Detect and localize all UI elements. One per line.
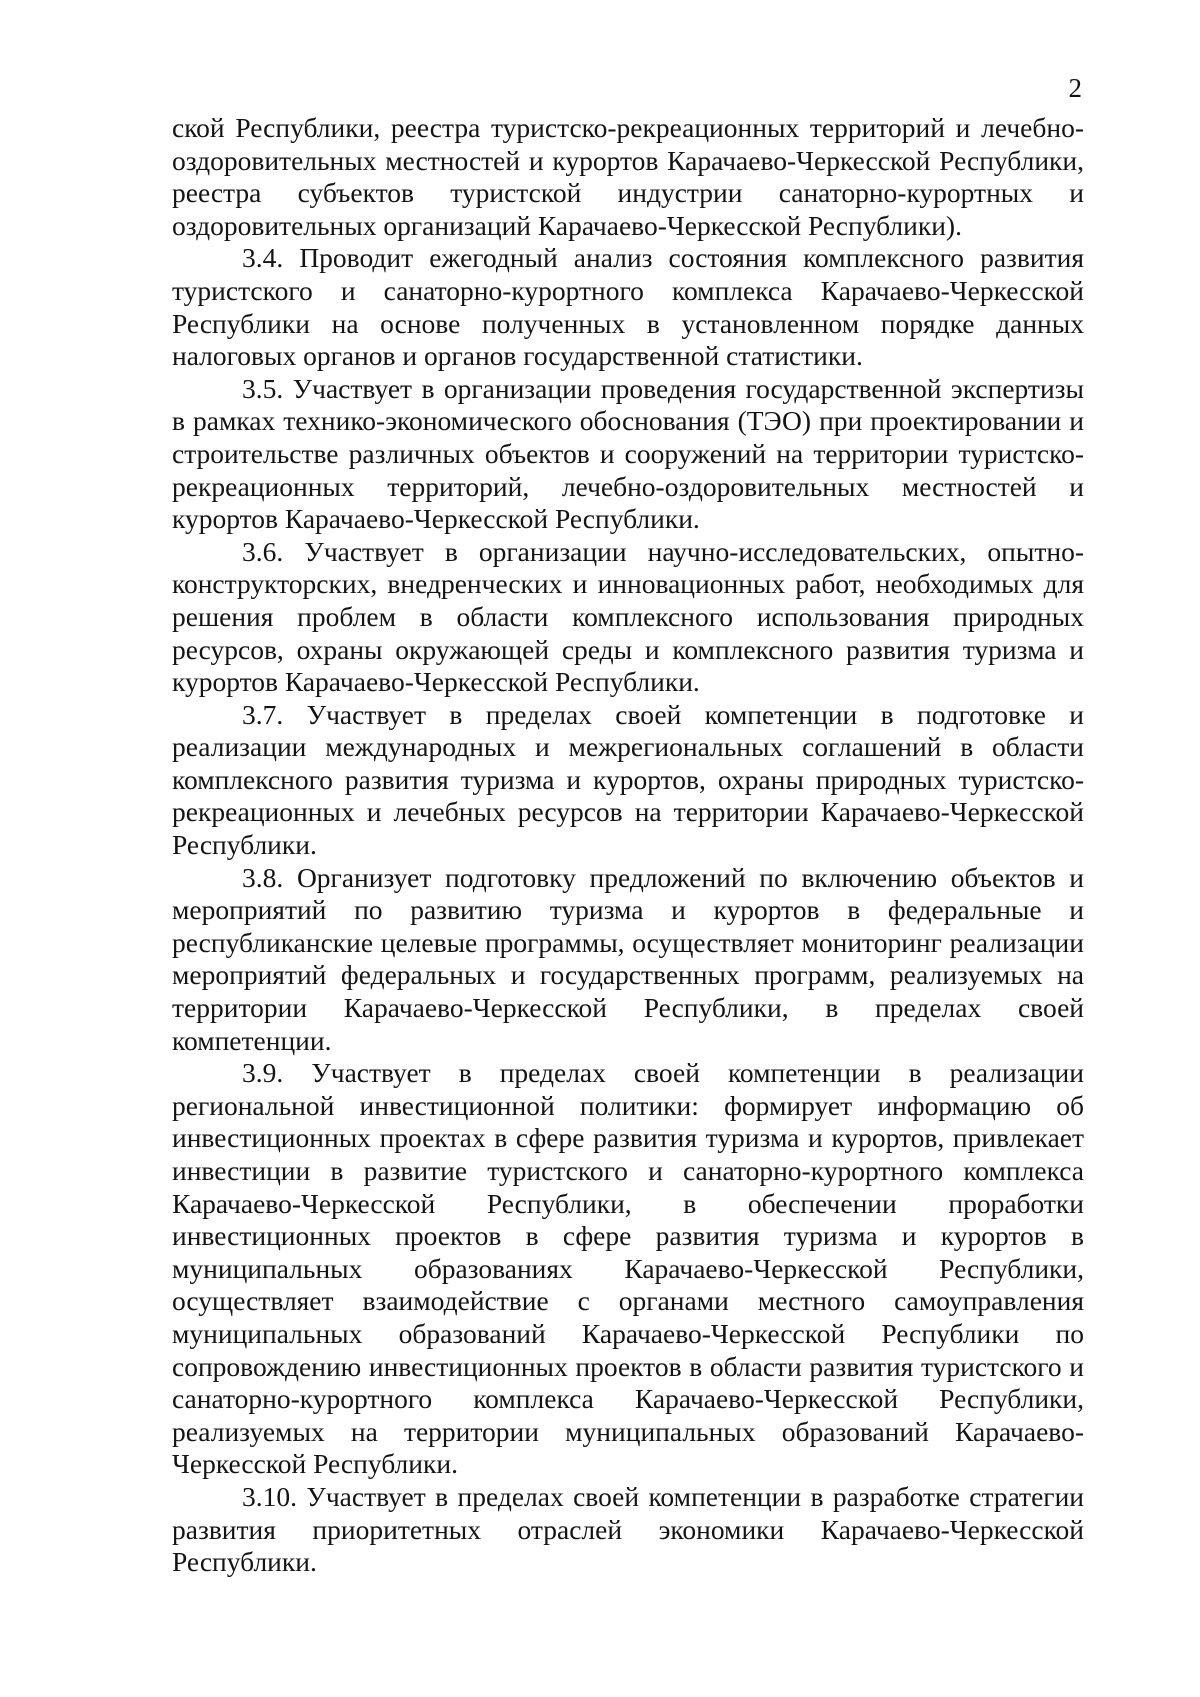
paragraph-continuation: ской Республики, реестра туристско-рекреационных территорий и лечебно-оздоровительных местностей и курортов Карачаево-Черкесской Республики, реестра субъектов туристской индустрии санаторно-курортных и оздоровительных организаций Карачаево-Черкесской Республики). [172,112,1084,241]
paragraph-3-10: 3.10. Участвует в пределах своей компетенции в разработке стратегии развития приоритетных отраслей экономики Карачаево-Черкесской Республики. [172,1480,1084,1578]
paragraph-3-8: 3.8. Организует подготовку предложений по включению объектов и мероприятий по развитию туризма и курортов в федеральные и республиканские целевые программы, осуществляет мониторинг реализации мероприятий федеральных и государственных программ, реализуемых на территории Карачаево-Черкесской Республики, в пределах своей компетенции. [172,861,1084,1056]
paragraph-3-5: 3.5. Участвует в организации проведения государственной экспертизы в рамках технико-экономического обоснования (ТЭО) при проектировании и строительстве различных объектов и сооружений на территории туристско-рекреационных территорий, лечебно-оздоровительных местностей и курортов Карачаево-Черкесской Республики. [172,372,1084,535]
paragraph-3-7: 3.7. Участвует в пределах своей компетенции в подготовке и реализации международных и межрегиональных соглашений в области комплексного развития туризма и курортов, охраны природных туристско-рекреационных и лечебных ресурсов на территории Карачаево-Черкесской Республики. [172,698,1084,861]
paragraph-3-9: 3.9. Участвует в пределах своей компетенции в реализации региональной инвестиционной политики: формирует информацию об инвестиционных проектах в сфере развития туризма и курортов, привлекает инвестиции в развитие туристского и санаторно-курортного комплекса Карачаево-Черкесской Республики, в обеспечении проработки инвестиционных проектов в сфере развития туризма и курортов в муниципальных образованиях Карачаево-Черкесской Республики, осуществляет взаимодействие с органами местного самоуправления муниципальных образований Карачаево-Черкесской Республики по сопровождению инвестиционных проектов в области развития туристского и санаторно-курортного комплекса Карачаево-Черкесской Республики, реализуемых на территории муниципальных образований Карачаево-Черкесской Республики. [172,1057,1084,1480]
paragraph-3-4: 3.4. Проводит ежегодный анализ состояния комплексного развития туристского и санаторно-курортного комплекса Карачаево-Черкесской Республики на основе полученных в установленном порядке данных налоговых органов и органов государственной статистики. [172,242,1084,372]
document-body [172,112,1084,1579]
page-number: 2 [1068,73,1082,103]
paragraph-3-6: 3.6. Участвует в организации научно-исследовательских, опытно-конструкторских, внедренческих и инновационных работ, необходимых для решения проблем в области комплексного использования природных ресурсов, охраны окружающей среды и комплексного развития туризма и курортов Карачаево-Черкесской Республики. [172,535,1084,698]
